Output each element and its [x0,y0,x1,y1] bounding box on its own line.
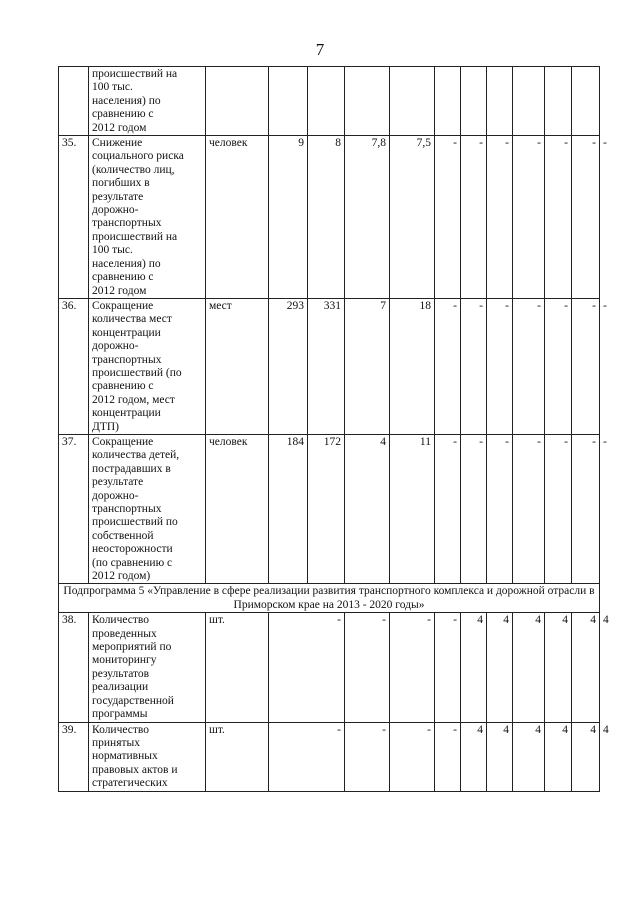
value-cell: - [435,136,461,299]
indicator-name-text: Снижение социального риска (количество лиц, погибших в результате дорожно- транспортных происшествий на 100 тыс. населения) по сравнению с 2012 годом [92,137,184,297]
indicator-name-text: Сокращение количества мест концентрации дорожно- транспортных происшествий (по сравнению с 2012 годом, мест концентрации ДТП) [92,299,182,433]
table-row: 35. Снижение социального риска (количество лиц, погибших в результате дорожно- транспортных происшествий на 100 тыс. населения) по сравнению с 2012 годом человек 9 8 7,8 7,5 - - - - - - - [59,136,600,299]
value-cell: - [461,434,487,583]
row-number: 38. [59,613,89,722]
table-body-subprogram [59,584,600,613]
value-cell: 4 [487,722,513,791]
value-cell: - [513,298,545,434]
indicator-name [89,613,206,722]
value-cell: - [487,298,513,434]
indicator-name-text: Сокращение количества детей, пострадавших в результате дорожно- транспортных происшествий по собственной неосторожности (по сравнению с 2012 годом) [92,435,180,583]
value-cell: 7 [345,298,390,434]
subprogram-title: Подпрограмма 5 «Управление в сфере реализации развития транспортного комплекса и дорожной отрасли в Приморском крае на 2013 - 2020 годы» [59,584,600,613]
value-cell: 331 [308,298,345,434]
row-number [59,67,89,136]
value-cell: - [513,434,545,583]
value-cell: 18 [390,298,435,434]
indicator-name [89,722,206,791]
indicator-name-text: Количество принятых нормативных правовых актов и стратегических [92,723,178,790]
indicators-table [58,66,609,792]
value-cell: 4 [487,613,513,722]
value-cell: 7,5 [390,136,435,299]
value-cell [435,67,461,136]
value-cell: 4 [461,722,487,791]
indicator-name [89,136,206,299]
value-cell: 7,8 [345,136,390,299]
value-cell: 9 [269,136,308,299]
value-cell: - [390,613,435,722]
value-cell [345,67,390,136]
table-body-bottom [59,613,609,791]
indicator-name [89,298,206,434]
value-cell: - [461,136,487,299]
row-number: 39. [59,722,89,791]
value-cell [269,67,308,136]
value-cell: 4 [572,722,600,791]
value-cell: - [461,298,487,434]
value-cell: - [345,722,390,791]
subprogram-row [59,584,600,613]
page-number: 7 [315,40,325,59]
indicator-name-text: происшествий на 100 тыс. населения) по сравнению с 2012 годом [92,68,178,134]
value-cell: 4 [545,722,572,791]
indicator-name [89,67,206,136]
value-cell: - [487,136,513,299]
value-cell: 4 [513,613,545,722]
indicator-name-text: Количество проведенных мероприятий по мониторингу результатов реализации государственной программы [92,614,174,721]
table-row: 38. Количество проведенных мероприятий по мониторингу результатов реализации государственной программы шт. - - - - 4 4 4 4 4 4 [59,613,600,722]
value-cell: - [545,434,572,583]
value-cell: - [435,434,461,583]
value-cell: - [513,136,545,299]
row-number: 36. [59,298,89,434]
unit-cell: шт. [206,613,269,722]
row-number: 37. [59,434,89,583]
value-cell: 184 [269,434,308,583]
value-cell [545,67,572,136]
table-row: 39. Количество принятых нормативных правовых актов и стратегических шт. - - - - 4 4 4 4 4 4 [59,722,600,791]
value-cell: 4 [461,613,487,722]
table-row [59,67,600,136]
value-cell: - [435,613,461,722]
value-cell: - [545,298,572,434]
value-cell: 4 [513,722,545,791]
value-cell: 172 [308,434,345,583]
value-cell: - [487,434,513,583]
value-cell: 11 [390,434,435,583]
value-cell: - [269,613,345,722]
value-cell: - [345,613,390,722]
value-cell: - [435,298,461,434]
value-cell: - [269,722,345,791]
unit-cell: шт. [206,722,269,791]
value-cell: 4 [572,613,600,722]
table-body-top [59,67,607,584]
value-cell: - [390,722,435,791]
value-cell [308,67,345,136]
value-cell [390,67,435,136]
unit-cell [206,67,269,136]
unit-cell: мест [206,298,269,434]
table-row: 36. Сокращение количества мест концентрации дорожно- транспортных происшествий (по сравнению с 2012 годом, мест концентрации ДТП) мест 293 331 7 18 - - - - - - - [59,298,600,434]
value-cell: - [572,136,600,299]
value-cell: 4 [545,613,572,722]
unit-cell: человек [206,136,269,299]
value-cell: 8 [308,136,345,299]
unit-cell: человек [206,434,269,583]
row-number: 35. [59,136,89,299]
value-cell: - [572,298,600,434]
table-row: 37. Сокращение количества детей, пострадавших в результате дорожно- транспортных происшествий по собственной неосторожности (по сравнению с 2012 годом) человек 184 172 4 11 - - - - - - - [59,434,600,583]
value-cell [461,67,487,136]
value-cell: - [572,434,600,583]
value-cell: 293 [269,298,308,434]
value-cell [487,67,513,136]
value-cell: 4 [345,434,390,583]
value-cell: - [545,136,572,299]
value-cell: - [435,722,461,791]
value-cell [513,67,545,136]
indicator-name [89,434,206,583]
value-cell [572,67,600,136]
